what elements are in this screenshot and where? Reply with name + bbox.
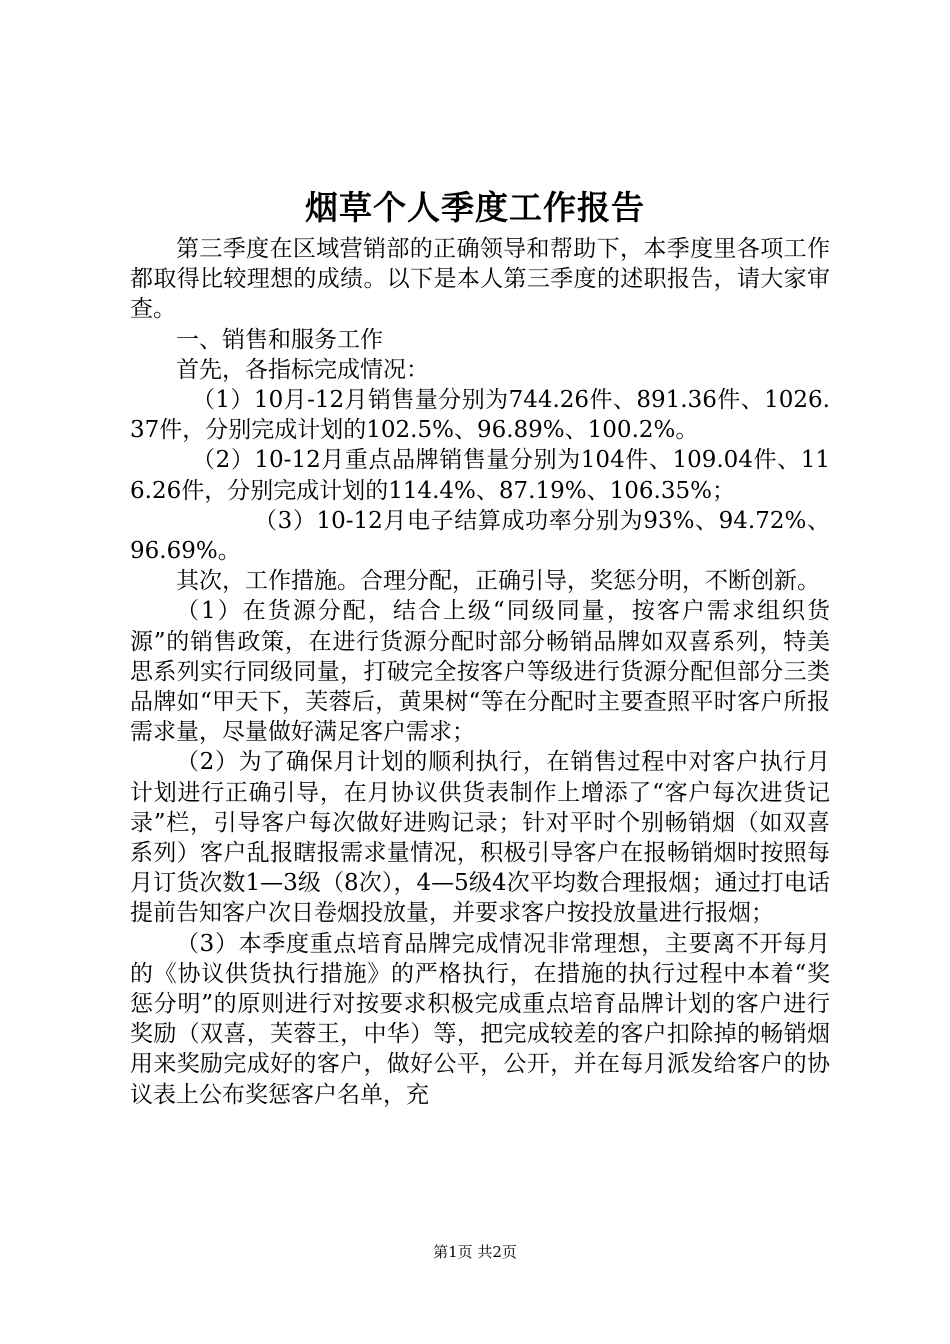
paragraph-measure-1: （1）在货源分配，结合上级“同级同量，按客户需求组织货源”的销售政策，在进行货源分配时部分畅销品牌如双喜系列，特美思系列实行同级同量，打破完全按客户等级进行货源分配但部分三类品牌如“甲天下，芙蓉后，黄果树“等在分配时主要查照平时客户所报需求量，尽量做好满足客户需求； — [130, 598, 830, 746]
section-heading-sales-service: 一、销售和服务工作 — [176, 326, 383, 353]
document-body — [130, 234, 830, 1110]
page-footer: 第1页 共2页 — [433, 1243, 517, 1261]
paragraph-item-3-settlement: （3）10-12月电子结算成功率分别为93%、94.72%、96.69%。 — [130, 507, 830, 565]
paragraph-measures-heading: 其次，工作措施。合理分配，正确引导，奖惩分明，不断创新。 — [176, 568, 820, 595]
paragraph-indicators-heading: 首先，各指标完成情况： — [176, 356, 429, 383]
document-title: 烟草个人季度工作报告 — [305, 188, 645, 227]
paragraph-intro: 第三季度在区域营销部的正确领导和帮助下，本季度里各项工作都取得比较理想的成绩。以下是本人第三季度的述职报告，请大家审查。 — [130, 236, 830, 323]
paragraph-measure-3: （3）本季度重点培育品牌完成情况非常理想，主要离不开每月的《协议供货执行措施》的严格执行，在措施的执行过程中本着“奖惩分明”的原则进行对按要求积极完成重点培育品牌计划的客户进行奖励（双喜，芙蓉王，中华）等，把完成较差的客户扣除掉的畅销烟用来奖励完成好的客户，做好公平，公开，并在每月派发给客户的协议表上公布奖惩客户名单，充 — [130, 930, 830, 1108]
paragraph-item-1-sales: （1）10月-12月销售量分别为744.26件、891.36件、1026.37件，分别完成计划的102.5%、96.89%、100.2%。 — [130, 387, 830, 444]
paragraph-measure-2: （2）为了确保月计划的顺利执行，在销售过程中对客户执行月计划进行正确引导，在月协议供货表制作上增添了“客户每次进货记录”栏，引导客户每次做好进购记录；针对平时个别畅销烟（如双喜系列）客户乱报瞎报需求量情况，积极引导客户在报畅销烟时按照每月订货次数1—3级（8次），4—5级4次平均数合理报烟；通过打电话提前告知客户次日卷烟投放量，并要求客户按投放量进行报烟； — [130, 749, 830, 927]
paragraph-item-2-key-brands: （2）10-12月重点品牌销售量分别为104件、109.04件、116.26件，分别完成计划的114.4%、87.19%、106.35%； — [130, 447, 830, 504]
